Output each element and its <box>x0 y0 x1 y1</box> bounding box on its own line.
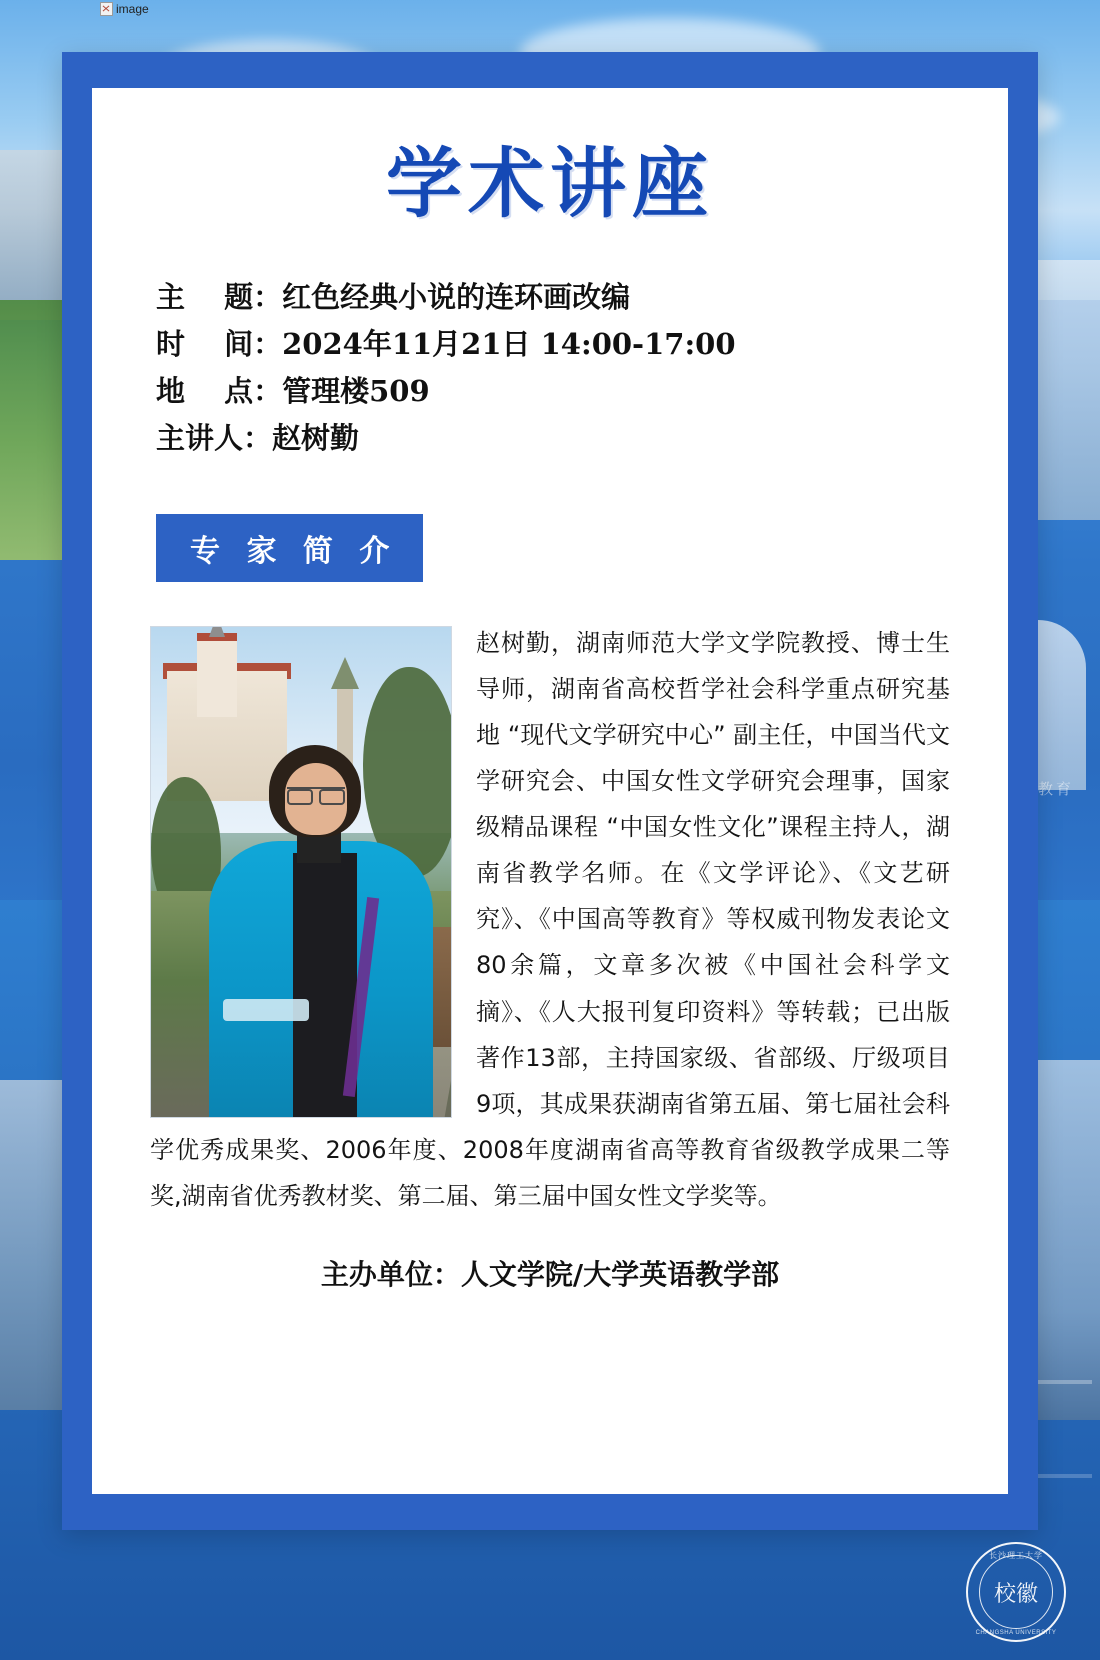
poster-card <box>92 88 1008 1494</box>
expert-profile-badge: 专 家 简 介 <box>156 514 423 582</box>
info-row-time <box>156 321 1008 368</box>
broken-image-icon <box>100 2 113 16</box>
info-label-time: 时 间： <box>156 326 283 361</box>
photo-pocket <box>223 999 309 1021</box>
seal-top-text: 长沙理工大学 <box>989 1551 1043 1560</box>
info-label-speaker: 主讲人： <box>156 420 273 455</box>
background-wall-text: 教育 <box>1037 780 1074 798</box>
organizer-line: 主办单位：人文学院/大学英语教学部 <box>320 1257 780 1291</box>
info-value-topic: 红色经典小说的连环画改编 <box>282 280 631 314</box>
broken-image-alt-text: image <box>116 2 149 16</box>
broken-image-placeholder <box>100 2 149 16</box>
info-row-location <box>156 368 1008 415</box>
info-label-location: 地 点： <box>156 373 283 408</box>
info-value-speaker: 赵树勤 <box>272 420 360 455</box>
photo-person-glasses <box>287 787 345 801</box>
photo-tower <box>197 633 237 717</box>
university-seal-icon <box>966 1542 1066 1642</box>
info-value-time: 2024年11月21日 14:00-17:00 <box>282 326 736 361</box>
expert-bio-block <box>150 620 950 1219</box>
seal-bottom-text: CHANGSHA UNIVERSITY <box>975 1630 1057 1636</box>
lecture-info-list <box>156 274 1008 462</box>
page-title: 学术讲座 <box>386 139 714 228</box>
speaker-photo <box>150 626 452 1118</box>
info-label-topic: 主 题： <box>156 280 283 314</box>
seal-emblem: 校徽 <box>979 1555 1053 1629</box>
info-value-location: 管理楼509 <box>282 373 430 408</box>
info-row-speaker <box>156 415 1008 462</box>
expert-bio-text: 赵树勤，湖南师范大学文学院教授、博士生导师，湖南省高校哲学社会科学重点研究基地 “现代文学研究中心” 副主任，中国当代文学研究会、中国女性文学研究会理事，国家级精品课程 “中国女性文化”课程主持人，湖南省教学名师。在《文学评论》、《文艺研究》、《中国高等教育》等权威刊物发表论文80余篇，文章多次被《中国社会科学文摘》、《人大报刊复印资料》等转载；已出版著作13部，主持国家级、省部级、厅级项目9项，其成果获湖南省第五届、第七届社会科学优秀成果奖、2006年度、2008年度湖南省高等教育省级教学成果二等奖,湖南省优秀教材奖、第二届、第三届中国女性文学奖等。 <box>150 628 950 1210</box>
info-row-topic <box>156 274 1008 321</box>
